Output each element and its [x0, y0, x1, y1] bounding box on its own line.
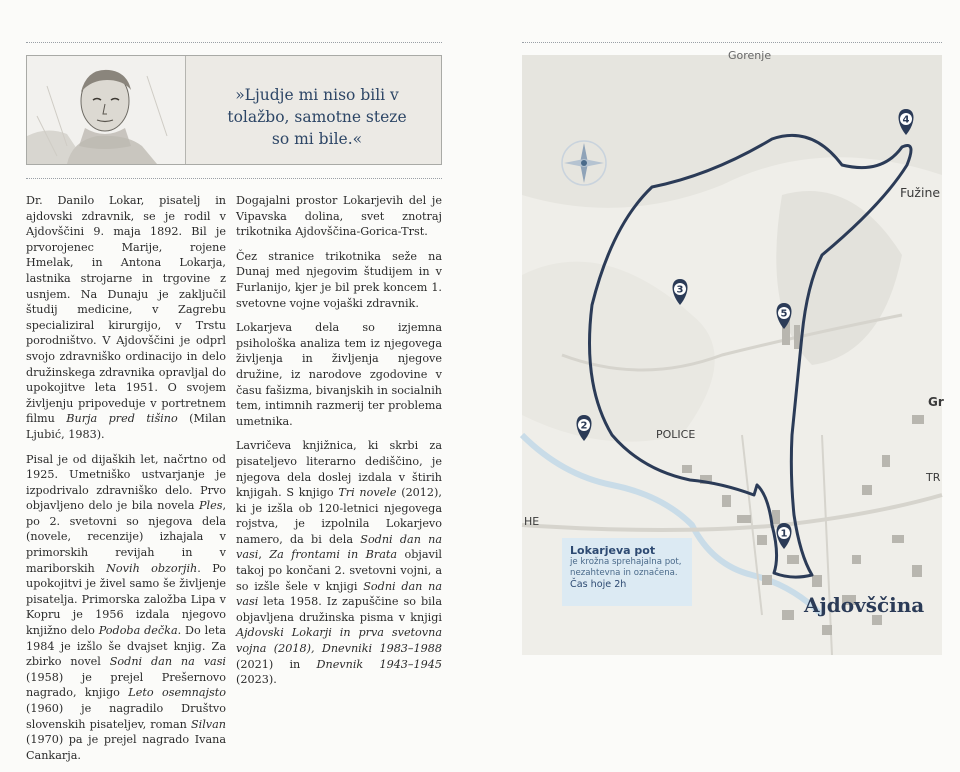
paragraph: Čez stranice trikotnika seže na Dunaj med njegovim študijem in v Furlanijo, kjer je bil prek koncem 1. svetovne vojne vojaški zdravnik.: [236, 249, 442, 310]
paragraph: Pisal je od dijaških let, načrtno od 1925. Umetniško ustvarjanje je izpodrivalo zdravniško delo. Prvo objavljeno delo je bila novela Ples, po 2. svetovni so njegova dela (novele, recenzije) izhajala v primorskih revijah in v mariborskih Novih obzorjih. Po upokojitvi je živel samo še življenje pisatelja. Primorska založba Lipa v Kopru je 1956 izdala njegovo knjižno delo Podoba dečka. Do leta 1984 je izšlo še dvajset knjig. Za zbirko novel Sodni dan na vasi (1958) je prejel Prešernovo nagrado, knjigo Leto osemnajsto (1960) je nagradilo Društvo slovenskih pisateljev, roman Silvan (1970) pa je prejel nagrado Ivana Cankarja.: [26, 452, 227, 762]
label-gr: Gr: [928, 395, 944, 409]
quote-box: [26, 55, 442, 165]
label-fuzine: Fužine: [900, 185, 941, 200]
svg-text:3: 3: [676, 284, 684, 296]
svg-text:5: 5: [780, 308, 788, 320]
top-separator-right: [522, 42, 942, 43]
quote-line: so mi bile.«: [271, 130, 363, 148]
paragraph: Dr. Danilo Lokar, pisatelj in ajdovski zdravnik, se je rodil v Ajdovščini 9. maja 1892. Bil je prvorojenec Marije, rojene Hmelak, in Antona Lokarja, lastnika strojarne in trgovine z usnjem. Na Dunaju je zaključil študij medicine, v Zagrebu specializiral kirurgijo, v Trstu porodništvo. V Ajdovščini je odprl svojo zdravniško ordinacijo in delo družinskega zdravnika opravljal do upokojitve leta 1951. O svojem življenju pripoveduje v portretnem filmu Burja pred tišino (Milan Ljubić, 1983).: [26, 194, 226, 441]
portrait-image: [27, 56, 186, 164]
label-gorenje: Gorenje: [728, 49, 772, 62]
quote-text: [217, 84, 417, 150]
paragraph: Dogajalni prostor Lokarjevih del je Vipavska dolina, svet znotraj trikotnika Ajdovščina-Gorica-Trst.: [236, 194, 442, 239]
label-police: POLICE: [656, 428, 696, 441]
paragraph: Lokarjeva dela so izjemna psihološka analiza tem iz njegovega življenja in življenja njegove družine, iz narodove zgodovine v času fašizma, bivanjskih in socialnih tem, intimnih razmerij ter problema umetnika.: [236, 321, 443, 428]
quote-separator: [26, 178, 442, 179]
works-column: [236, 193, 442, 697]
label-tr: TR: [926, 471, 941, 484]
label-he: HE: [524, 515, 540, 528]
paragraph: Lavričeva knjižnica, ki skrbi za pisateljevo literarno dediščino, je njegova dela doslej izdala v štirih knjigah. S knjigo Tri novele (2012), ki je izšla ob 120-letnici njegovega rojstva, je izpolnila Lokarjevo namero, da bi dela Sodni dan na vasi, Za frontami in Brata objavil takoj po končani 2. svetovni vojni, a so izšle šele v knjigi Sodni dan na vasi leta 1958. Iz zapuščine so bila objavljena družinska pisma v knjigi Ajdovski Lokarji in prva svetovna vojna (2018), Dnevniki 1983–1988 (2021) in Dnevnik 1943–1945 (2023).: [236, 439, 443, 687]
callout-time: Čas hoje 2h: [570, 579, 627, 590]
svg-text:2: 2: [580, 420, 588, 432]
callout-title: Lokarjeva pot: [570, 544, 656, 557]
quote-line: »Ljudje mi niso bili v: [235, 86, 399, 104]
callout-desc: nezahtevna in označena.: [570, 568, 678, 578]
compass-icon: [562, 141, 606, 185]
town-label: Ajdovščina: [804, 593, 925, 617]
callout-desc: je krožna sprehajalna pot,: [570, 557, 682, 567]
biography-column: [26, 193, 226, 772]
route-map: [522, 49, 944, 655]
svg-text:1: 1: [780, 528, 788, 540]
quote-line: tolažbo, samotne steze: [227, 108, 407, 126]
top-separator-left: [26, 42, 442, 43]
route-info-callout: [562, 538, 692, 606]
svg-text:4: 4: [902, 114, 910, 126]
